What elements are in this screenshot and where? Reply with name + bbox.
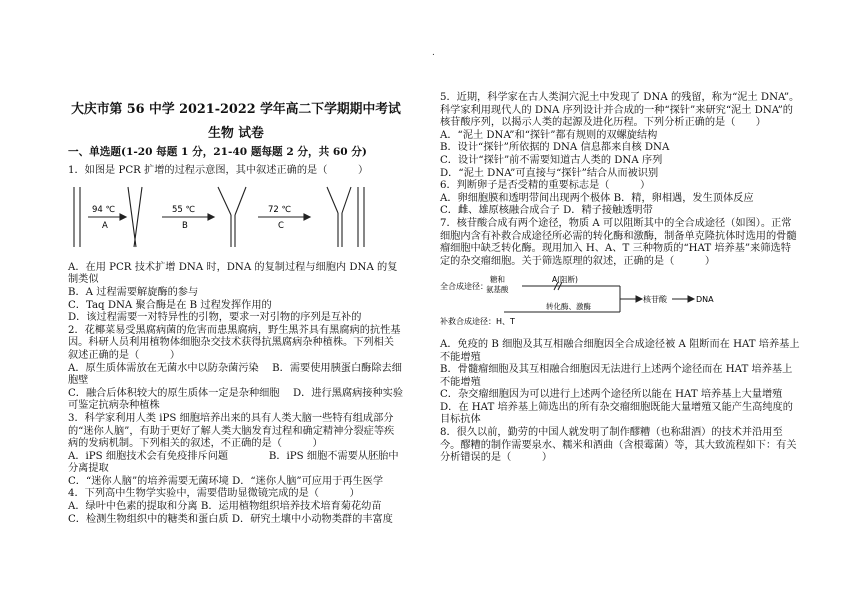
option-d: D．该过程需要一对特异性的引物，要求一对引物的序列是互补的 — [68, 312, 362, 324]
step-c-label: C — [278, 221, 284, 232]
option-b: B．设计“探针”所依据的 DNA 信息都来自核 DNA — [440, 142, 670, 154]
option-c: C．Taq DNA 聚合酶是在 B 过程发挥作用的 — [68, 299, 272, 311]
enzymes-label: 转化酶、激酶 — [546, 302, 591, 312]
step-a-temp: 94 ℃ — [92, 205, 116, 216]
question-stem: 2．花椰菜易受黑腐病菌的危害而患黑腐病，野生黑芥具有黑腐病的抗性基因。科研人员利用植物体细胞杂交技术获得抗黑腐病杂种植株。下列相关叙述正确的是（ ） — [68, 324, 401, 361]
left-column — [68, 92, 404, 526]
inputs-bottom: 氨基酸 — [486, 285, 509, 295]
question-8 — [440, 427, 800, 465]
exam-title: 大庆市第 56 中学 2021-2022 学年高二下学期期中考试 — [71, 102, 401, 117]
question-7 — [440, 218, 800, 427]
question-stem: 1．如图是 PCR 扩增的过程示意图，其中叙述正确的是（ ） — [68, 164, 369, 176]
step-b-temp: 55 ℃ — [172, 205, 196, 216]
end-label: DNA — [696, 295, 714, 305]
options-cd: C．雌、雄原核融合成合子 D．精子接触透明带 — [440, 205, 653, 217]
question-stem: 7．核苷酸合成有两个途径，物质 A 可以阻断其中的全合成途径（如图）。正常细胞内含有补救合成途径所必需的转化酶和激酶，制备单克隆抗体时选用的骨髓瘤细胞中缺乏转化酶。现用加入 H、A、T 三种物质的“HAT 培养基”来筛选特定的杂交瘤细胞。关于筛选原理的叙述，正确的是（ ） — [440, 217, 797, 267]
options-cd: C．融合后体积较大的原生质体一定是杂种细胞 D．进行黑腐病接种实验可鉴定抗病杂种植株 — [68, 387, 404, 412]
options-ab: A．绿叶中色素的提取和分离 B．运用植物组织培养技术培育菊花幼苗 — [68, 501, 382, 513]
options-ab: A．原生质体需放在无菌水中以防杂菌污染 B．需要使用胰蛋白酶除去细胞壁 — [68, 362, 402, 387]
options-cd: C．“迷你人脑”的培养需要无菌环境 D．“迷你人脑”可应用于再生医学 — [68, 475, 384, 487]
right-column — [440, 92, 800, 465]
options-ab: A．卵细胞膜和透明带间出现两个极体 B．精，卵相遇，发生顶体反应 — [440, 192, 754, 204]
option-a: A．“泥土 DNA”和“探针”都有规则的双螺旋结构 — [440, 129, 658, 141]
option-b: B．A 过程需要解旋酶的参与 — [68, 286, 199, 298]
nucleotide-pathway-diagram — [440, 272, 800, 333]
option-a: A．在用 PCR 技术扩增 DNA 时，DNA 的复制过程与细胞内 DNA 的复制类似 — [68, 261, 398, 286]
exam-subtitle: 生物 试卷 — [208, 126, 264, 141]
step-b-label: B — [182, 221, 188, 232]
options-cd: C．检测生物组织中的糖类和蛋白质 D．研究土壤中小动物类群的丰富度 — [68, 513, 393, 525]
option-d: D．在 HAT 培养基上筛选出的所有杂交瘤细胞既能大量增殖又能产生高纯度的目标抗体 — [440, 401, 793, 426]
question-stem: 6．判断卵子是否受精的重要标志是（ ） — [440, 180, 651, 192]
question-stem: 4．下列高中生物学实验中，需要借助显微镜完成的是（ ） — [68, 488, 360, 500]
question-1 — [68, 165, 404, 325]
option-c: C．设计“探针”前不需要知道古人类的 DNA 序列 — [440, 154, 663, 166]
header-dot: . — [432, 48, 435, 58]
inputs-top: 糖和 — [490, 275, 505, 285]
question-stem: 3．科学家利用人类 iPS 细胞培养出来的具有人类大脑一些特有组成部分的“迷你人脑”，有助于更好了解人类大脑发育过程和确定精神分裂症等疾病的发病机制。下列相关的叙述，不正确的是（ ） — [68, 412, 395, 450]
step-c-temp: 72 ℃ — [268, 205, 292, 216]
pcr-diagram — [68, 181, 404, 256]
pathway-diagram-svg — [440, 272, 740, 328]
option-c: C．杂交瘤细胞因为可以进行上述两个途径所以能在 HAT 培养基上大量增殖 — [440, 389, 783, 401]
option-d: D．“泥土 DNA”可直接与“探针”结合从而被识别 — [440, 167, 659, 179]
full-route-label: 全合成途径： — [440, 282, 488, 292]
salvage-route-label: 补救合成途径：H、T — [440, 317, 515, 327]
options-ab: A．iPS 细胞技术会有免疫排斥问题 B．iPS 细胞不需要从胚胎中分离提取 — [68, 450, 399, 475]
option-a: A．免疫的 B 细胞及其互相融合细胞因全合成途径被 A 阻断而在 HAT 培养基上不能增殖 — [440, 338, 800, 363]
step-a-label: A — [102, 221, 108, 232]
blocker-label: A(阻断) — [552, 275, 578, 285]
question-6 — [440, 180, 800, 218]
question-2 — [68, 325, 404, 413]
question-3 — [68, 413, 404, 489]
question-4 — [68, 488, 404, 526]
pcr-diagram-svg — [68, 181, 398, 251]
question-stem: 5．近期，科学家在古人类洞穴泥土中发现了 DNA 的残留，称为“泥土 DNA”。科学家利用现代人的 DNA 序列设计并合成的一种“探针”来研究“泥土 DNA”的核苷酸序列，以揭示人类的起源及进化历程。下列分析正确的是（ ） — [440, 92, 800, 129]
section-heading: 一、单选题(1-20 每题 1 分，21-40 题每题 2 分，共 60 分) — [68, 146, 367, 158]
question-5 — [440, 92, 800, 180]
question-stem: 8．很久以前，勤劳的中国人就发明了制作醪糟（也称甜酒）的技术并沿用至今。醪糟的制作需要泉水、糯米和酒曲（含根霉菌）等，其大致流程如下：有关分析错误的是（ ） — [440, 427, 797, 464]
option-b: B．骨髓瘤细胞及其互相融合细胞因无法进行上述两个途径而在 HAT 培养基上不能增殖 — [440, 364, 793, 388]
product-label: 核苷酸 — [643, 295, 667, 305]
